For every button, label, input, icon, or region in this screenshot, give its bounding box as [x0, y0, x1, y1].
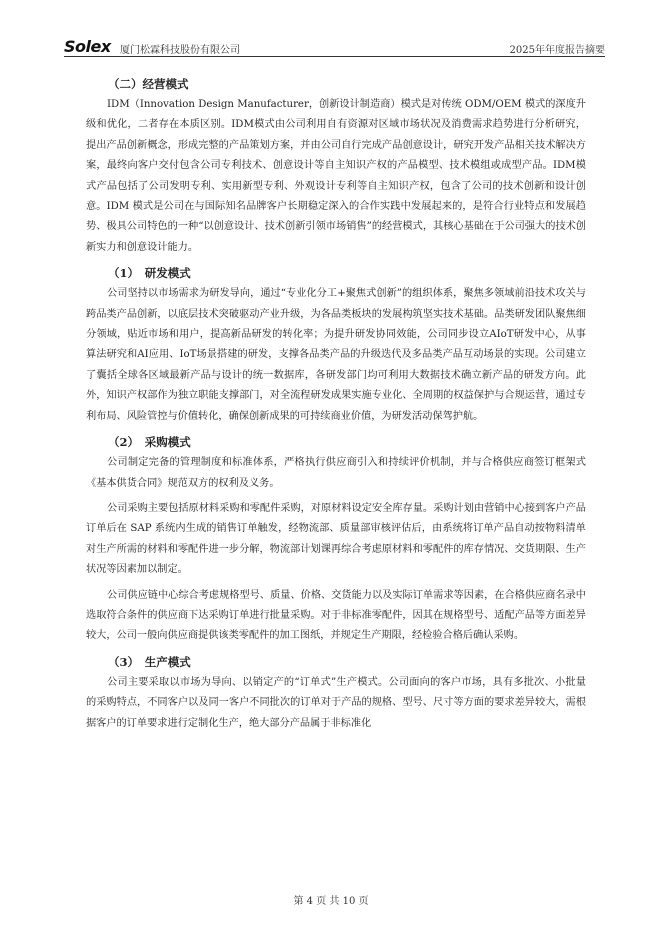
paragraph-purchase-2: 公司采购主要包括原材料采购和零配件采购，对原材料设定安全库存量。采购计划由营销中心接到客户产品订单后在 SAP 系统内生成的销售订单触发，经物流部、质量部审核评估后，由系统将订单产品自动按物料清单对生产所需的材料和零配件进一步分解，物流部计划课再综合考虑原材料和零配件的库存情况、交货期限、生产状况等因素加以制定。 — [86, 502, 586, 576]
paragraph-rd-model: 公司坚持以市场需求为研发导向，通过“专业化分工+聚焦式创新”的组织体系，聚焦多领域前沿技术攻关与跨品类产品创新，以底层技术突破驱动产业升级，为各品类板块的发展构筑坚实技术基础。品类研发团队聚焦细分领域，贴近市场和用户，提高新品研发的转化率；为提升研发协同效能，公司同步设立AIoT研发中心，从事算法研究和AI应用、IoT场景搭建的研发，支撑各品类产品的升级迭代及多品类产品互动场景的实现。公司建立了囊括全球各区域最新产品与设计的统一数据库，各研发部门均可利用大数据技术确立新产品的研发方向。此外，知识产权部作为独立职能支撑部门，对全流程研发成果实施专业化、全周期的权益保护与合规运营，通过专利布局、风险管控与价值转化，确保创新成果的可持续商业价值，为研发活动保驾护航。 — [86, 288, 586, 422]
report-title: 2025年年度报告摘要 — [509, 45, 605, 56]
section-heading-purchase-model: （2） 采购模式 — [108, 435, 191, 450]
paragraph-purchase-1: 公司制定完备的管理制度和标准体系，严格执行供应商引入和持续评价机制，并与合格供应商签订框架式《基本供货合同》规范双方的权利及义务。 — [86, 457, 586, 489]
section-heading-business-model: （二）经营模式 — [108, 77, 189, 91]
page-number: 第 4 页 共 10 页 — [293, 896, 369, 907]
section-heading-production-model: （3） 生产模式 — [108, 654, 191, 669]
paragraph-purchase-3: 公司供应链中心综合考虑规格型号、质量、价格、交货能力以及实际订单需求等因素，在合格供应商名录中选取符合条件的供应商下达采购订单进行批量采购。对于非标准零配件，因其在规格型号、适配产品等方面差异较大，公司一般向供应商提供该类零配件的加工图纸，并规定生产期限，经检验合格后确认采购。 — [86, 589, 586, 642]
paragraph-business-model: IDM（Innovation Design Manufacturer，创新设计制造商）模式是对传统 ODM/OEM 模式的深度升级和优化，二者存在本质区别。IDM模式由公司利用自有资源对区域市场状况及消费需求趋势进行分析研究，提出产品创新概念，形成完整的产品策划方案，并由公司自行完成产品创意设计，研究开发产品相关技术解决方案，最终向客户交付包含公司专利技术、创意设计等自主知识产权的产品模型、技术模组或成型产品。IDM模式产品包括了公司发明专利、实用新型专利、外观设计专利等自主知识产权，包含了公司的技术创新和设计创意。IDM 模式是公司在与国际知名品牌客户长期稳定深入的合作实践中发展起来的，是符合行业特点和发展趋势、极具公司特色的一种“以创意设计、技术创新引领市场销售”的经营模式，其核心基础在于公司强大的技术创新实力和创意设计能力。 — [86, 99, 586, 253]
page-header — [64, 36, 605, 57]
company-logo: Solex — [64, 37, 111, 56]
page-content — [86, 74, 586, 734]
section-heading-rd-model: （1） 研发模式 — [108, 266, 191, 281]
paragraph-production-model: 公司主要采取以市场为导向、以销定产的“订单式”生产模式。公司面向的客户市场，具有多批次、小批量的采购特点，不同客户以及同一客户不同批次的订单对于产品的规格、型号、尺寸等方面的要求差异较大，需根据客户的订单要求进行定制化生产，绝大部分产品属于非标准化 — [86, 676, 586, 729]
company-name: 厦门松霖科技股份有限公司 — [120, 45, 240, 56]
